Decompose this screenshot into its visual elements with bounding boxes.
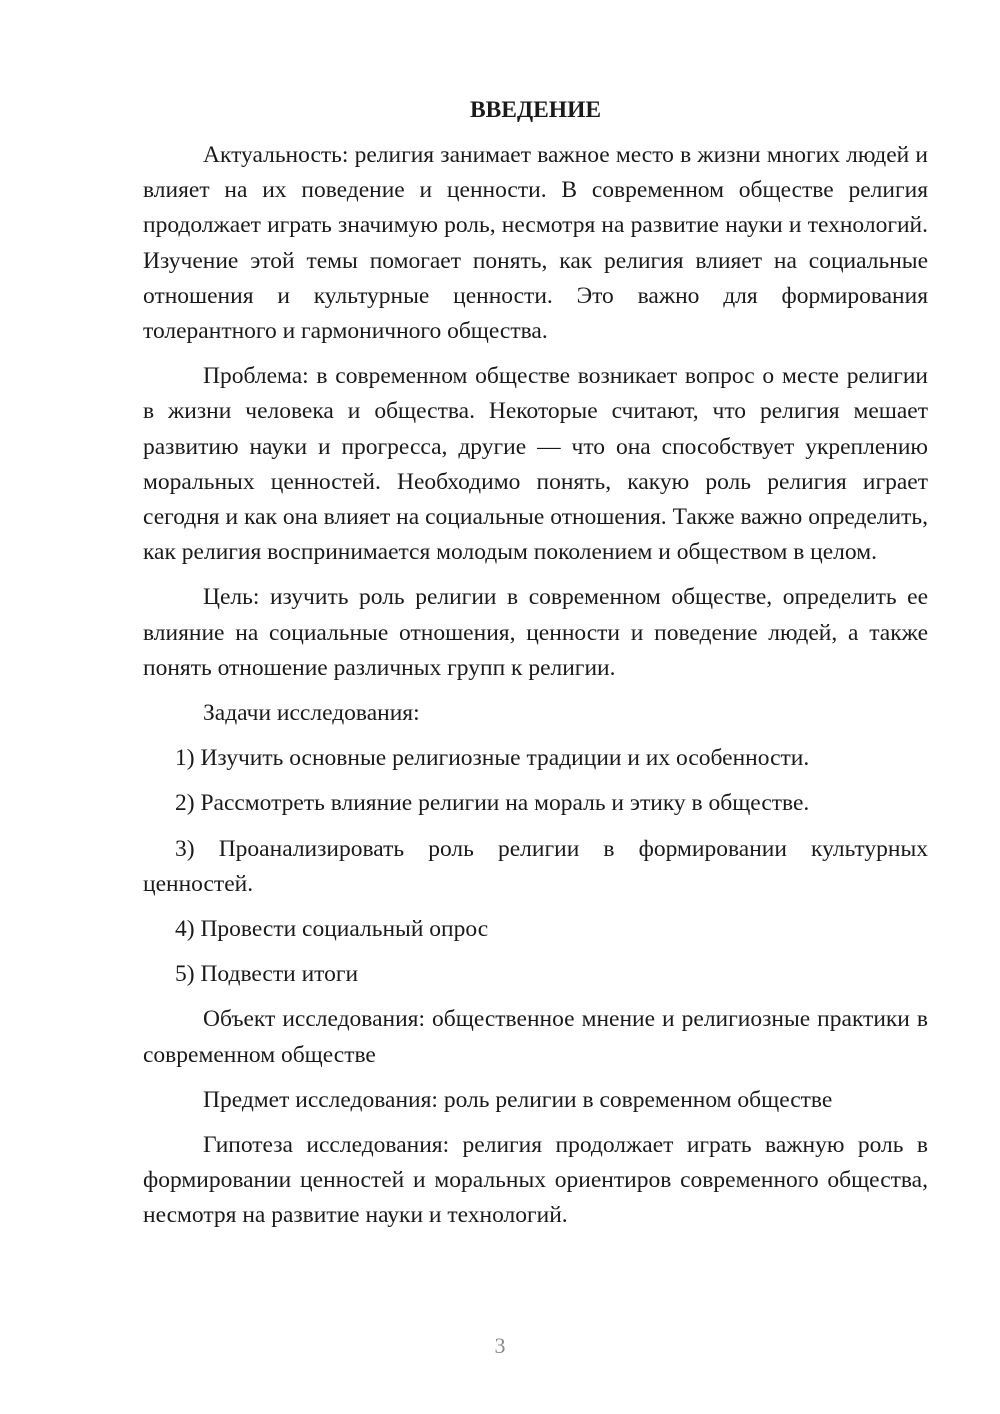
goal-paragraph: Цель: изучить роль религии в современном обществе, определить ее влияние на социальные отношения, ценности и поведение людей, а также понять отношение различных групп к религии. [143,584,928,681]
hypothesis-paragraph: Гипотеза исследования: религия продолжает играть важную роль в формировании ценностей и моральных ориентиров современного общества, несмотря на развитие науки и технологий. [143,1132,928,1229]
task-item: 3) Проанализировать роль религии в формировании культурных ценностей. [143,835,928,897]
task-item: 2) Рассмотреть влияние религии на мораль и этику в обществе. [175,790,810,817]
relevance-paragraph: Актуальность: религия занимает важное место в жизни многих людей и влияет на их поведение и ценности. В современном обществе религия продолжает играть значимую роль, несмотря на развитие науки и технологий. Изучение этой темы помогает понять, как религия влияет на социальные отношения и культурные ценности. Это важно для формирования толерантного и гармоничного общества. [143,142,928,345]
page-content [143,92,928,1244]
problem-paragraph: Проблема: в современном обществе возникает вопрос о месте религии в жизни человека и общества. Некоторые считают, что религия мешает развитию науки и прогресса, другие — что она способствует укреплению моральных ценностей. Необходимо понять, какую роль религия играет сегодня и как она влияет на социальные отношения. Также важно определить, как религия воспринимается молодым поколением и обществом в целом. [143,363,928,566]
section-title: ВВЕДЕНИЕ [469,97,602,123]
object-paragraph: Объект исследования: общественное мнение и религиозные практики в современном обществе [143,1006,928,1068]
task-item: 1) Изучить основные религиозные традиции и их особенности. [175,745,810,772]
tasks-label: Задачи исследования: [203,700,420,727]
subject-paragraph: Предмет исследования: роль религии в современном обществе [203,1086,833,1113]
task-item: 5) Подвести итоги [175,961,359,988]
task-item: 4) Провести социальный опрос [175,916,489,943]
page-number: 3 [494,1333,506,1358]
